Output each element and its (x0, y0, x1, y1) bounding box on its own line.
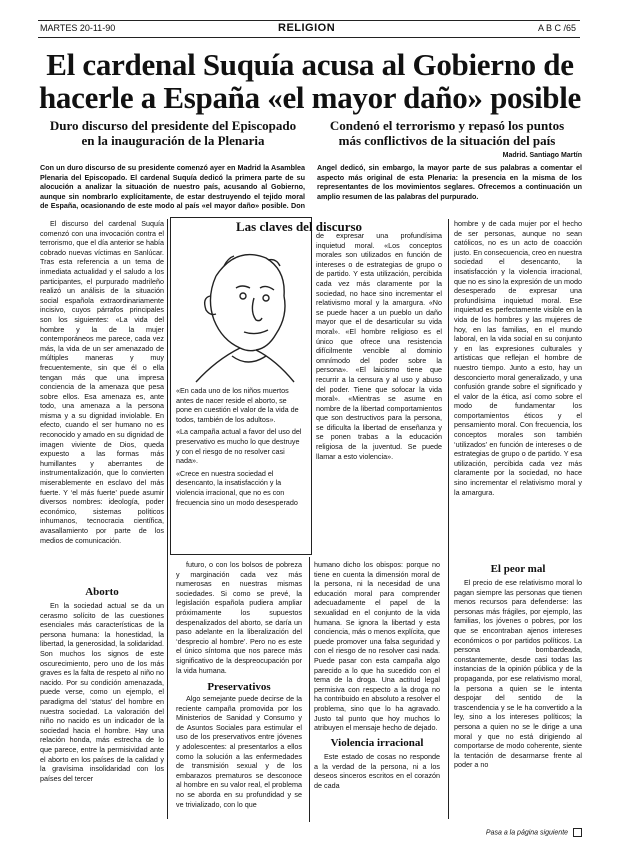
column-1-text: El discurso del cardenal Suquía comenzó con una invocación contra el terrorismo, que el día anterior se había cobrado nuevas víctimas en Sanlúcar. Tras esta referencia a un tema de inmediata actualidad y el saludo a los participantes, el purpurado madrileño realizó un análisis de la situación social española extraordinariamente incisivo, cuyos párrafos principales son los siguientes: «La vida del hombre y la de la mujer contemporáneos me parece, cada vez más, la vida de un ser amenazado de múltiples maneras y muy frecuentemente, sin que él o ella tengan más que una impresa conciencia de la amenaza que pesa sobre ellos. Esa amenaza es, ante todo, una amenaza a la persona misma y a su dignidad inviolable. En efecto, cuando el ser humano no es reconocido y amado en su dignidad de imagen viviente de Dios, queda expuesto a las formas más humillantes y aberrantes de instrumentalización, que lo convierten miserablemente en esclavo del más fuerte. Y ‘el más fuerte’ puede asumir diversos nombres: ideología, poder económico, sistemas políticos inhumanos, tecnocracia científica, avasallamiento por parte de los medios de comunicación. (40, 219, 164, 545)
headline (38, 48, 582, 114)
byline: Madrid. Santiago Martín (502, 152, 582, 159)
headline-line-1: El cardenal Suquía acusa al Gobierno de (46, 47, 574, 82)
column-3c-text: Este estado de cosas no responde a la verdad de la persona, ni a los deseos sinceros escritos en el corazón de cada (314, 752, 440, 790)
column-3-lower (314, 560, 440, 735)
subhead-aborto: Aborto (85, 586, 119, 598)
column-1b-text: En la sociedad actual se da un cerasmo solícito de las cuestiones esenciales más características de la persona humana: la honestidad, la libertad, la generosidad, la solidaridad. Son muchos los signos de este oscurecimiento, pero uno de los más graves es la falta de respeto al niño no nacido. Por su condición amenazada, puede verse, como un ejemplo, el paradigma del ‘status’ del hombre en nuestra sociedad. La valoración del niño no nacido es un indicador de la sociedad hacia el hombre. Hay una relación honda, más estrecha de lo que parece, entre la permisividad ante el aborto en los países de la calidad y la gravísima insolidaridad con los países del tercer (40, 601, 164, 783)
column-3-violencia (314, 752, 440, 824)
column-4-peor-mal (454, 578, 582, 810)
subhead-peor-mal: El peor mal (490, 563, 546, 575)
key-points-title: Las claves del discurso (236, 219, 363, 234)
page-header (38, 20, 580, 38)
cardinal-caricature (176, 236, 306, 386)
lead-paragraph: Con un duro discurso de su presidente comenzó ayer en Madrid la Asamblea Plenaria del Episcopado. El cardenal Suquía dedicó la primera parte de su alocución a analizar la situación de nuestro país, acusando al Gobierno, aunque sin nombrarlo explícitamente, de estar destruyendo el tejido moral de España, ocasionando de este modo al país «el mayor daño» posible. Don Angel dedicó, sin embargo, la mayor parte de sus palabras a comentar el aspecto más original de esta Plenaria: la presencia en la misma de los representantes de los movimientos seglares. Ofrecemos a continuación un amplio resumen de las palabras del purpurado. (40, 163, 582, 211)
deck-left: Duro discurso del presidente del Episcopado en la inauguración de la Plenaria (49, 118, 297, 148)
headline-line-2: hacerle a España «el mayor daño» posible (38, 80, 582, 115)
column-2c-text: Algo semejante puede decirse de la reciente campaña promovida por los Ministerios de Sanidad y Consumo y de Asuntos Sociales para estimular el uso de los preservativos entre jóvenes y adolescentes: al presentarlos a ellos como la solución a las enfermedades de transmisión sexual y de los embarazos prematuros se desconoce al hombre en su valor real, el problema no se aborda en su profundidad y se ve trivializado, con lo que (176, 694, 302, 809)
key-point-1: «En cada uno de los niños muertos antes de nacer reside el aborto, se pone en cuestión el valor de la vida de todos, también de los adultos». (176, 386, 299, 424)
column-2-quotes (316, 231, 442, 561)
column-4-text: hombre y de cada mujer por el hecho de ser personas, aunque no sean católicos, no es un acto de coacción justo. En consecuencia, creo en nuestra sociedad el desencanto, la insatisfacción y la violencia irracional, que no es sino la expresión de un modo desesperado de expresar una profundísima inquietud moral. Ese inquietud es perfectamente visible en la vida de los hombres y las mujeres de hoy, en las familias, en el mundo laboral, en la vida social en su conjunto y en las expresiones culturales y artísticas que reflejan el hombre de nuestro tiempo. Junto a esto, hay un desconcierto moral generalizado, y una confusión grande sobre el significado y el valor de la ética, así como sobre el modo de fundamentar los comportamientos éticos y el pensamiento moral. Con frecuencia, los conceptos morales son también ‘utilizados’ en función de intereses o de estrategias de grupo o de partido. Y esa utilización, percibida cada vez más claramente por la sociedad, no hace sino incrementar el relativismo moral y la amargura. (454, 219, 582, 497)
subhead-violencia: Violencia irracional (330, 737, 424, 749)
continued-note (470, 828, 582, 837)
column-4b-text: El precio de ese relativismo moral lo pagan siempre las personas que tienen menos recursos para defenderse: las personas más frágiles, por ejemplo, las familias, los jóvenes o pobres, por los que se encontraban ajenos intereses económicos o por partidos políticos. La persona bombardeada, constantemente, desde casi todas las instancias de la opinión pública y de la propaganda, por ese relativismo moral, la persona a quien se le intenta despojar del sentido de la trascendencia y se le ha convertido a la ley, sino a los intereses políticos; la persona a quien no se le dirige a una moral y que no está dirigiendo al comportarse de modo coherente, siente la tentación de desarmarse frente al poder a no (454, 578, 582, 770)
column-1-continued (40, 601, 164, 823)
issue-date: MARTES 20-11-90 (40, 23, 116, 33)
deck-right: Condenó el terrorismo y repasó los puntos más conflictivos de la situación del país (329, 118, 565, 148)
column-3b-text: humano dicho los obispos: porque no tiene en cuenta la dimensión moral de la persona, ni la necesidad de una educación moral para comprender adecuadamente el papel de la sexualidad en el conjunto de la vida humana. Se ignora la libertad y esta conciencia, más o menos explícita, que puede promover una falsa seguridad y con el riesgo de no resolver casi nada. Puede pasar con esta campaña algo parecido a lo que ha sucedido con el tema de la droga. Una actitud legal permisiva con respecto a la droga no ha contribuido en absoluto a resolver el problema, sino que lo ha agravado. Justo tal punto que hoy muchos lo atribuyen el mensaje hecho de dejado. (314, 560, 440, 733)
continued-text: Pasa a la página siguiente (485, 829, 569, 837)
column-divider-3 (448, 219, 449, 819)
key-point-3: «Crece en nuestra sociedad el desencanto, la insatisfacción y la violencia irracional, que no es con frecuencia sino un modo desesperado (176, 468, 298, 507)
column-2-text: de expresar una profundísima inquietud moral. «Los conceptos morales son utilizados en función de intereses o de estrategias de grupo o de partido. Y esta utilización, percibida cada vez más claramente por la sociedad, no hace sino incrementar el relativismo moral y la amargura. «No se puede hacer a un pueblo un daño mayor que el de desarticular su vida moral». «El hombre religioso es el único que ofrece una resistencia difícilmente vencible al dominio omnímodo del poder sobre la persona». «El laicismo tiene que recurrir a la censura y al uso y abuso del poder. Tiene que sofocar la vida moral». «Mientras se asume en nombre de la libertad comportamientos que son destructivos para la persona, se dificulta la libertad de enseñanza y se ponen trabas a la educación religiosa de la juventud. Se puede llamar a esto violencia». (316, 231, 442, 461)
column-2-preservativos (176, 694, 302, 824)
column-2b-text: futuro, o con los bolsos de pobreza y marginación cada vez más numerosas en nuestras mismas sociedades. Si como se prevé, la legislación española pudiera ampliar próximamente los supuestos despenalizados del aborto, se daría un paso adelante en la liberalización del ‘desprecio al hombre’. Pero no es este el único síntoma que nos parece más significativo de la despreocupación por la vida humana. (176, 560, 302, 675)
column-divider-2 (309, 557, 310, 822)
continue-box-icon (573, 828, 582, 837)
section-name: RELIGION (278, 22, 336, 34)
subhead-preservativos: Preservativos (207, 681, 271, 693)
column-4 (454, 219, 582, 559)
column-1 (40, 219, 164, 577)
key-point-2: «La campaña actual a favor del uso del preservativo es mucho lo que destruye y con el riesgo de no resolver casi nada». (176, 427, 302, 466)
key-points-list (176, 386, 304, 510)
page-number: A B C /65 (537, 23, 576, 33)
column-2-lower (176, 560, 302, 680)
column-divider-1 (167, 219, 168, 819)
